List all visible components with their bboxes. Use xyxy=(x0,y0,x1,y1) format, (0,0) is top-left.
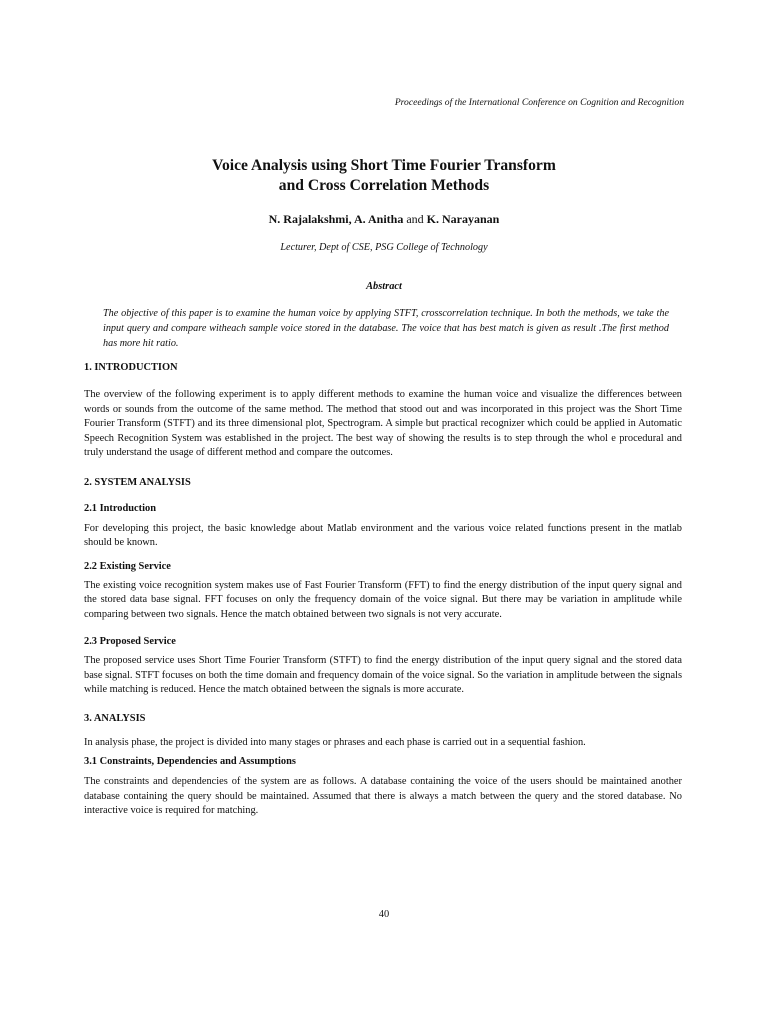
section-heading-introduction: 1. INTRODUCTION xyxy=(84,362,178,373)
subsection-heading-2-1: 2.1 Introduction xyxy=(84,502,156,514)
section-heading-system-analysis: 2. SYSTEM ANALYSIS xyxy=(84,476,191,488)
author-3: K. Narayanan xyxy=(426,212,500,226)
subsection-heading-2-3: 2.3 Proposed Service xyxy=(84,636,176,647)
abstract-text: The objective of this paper is to examine the human voice by applying STFT, crosscorrelation technique. In both the methods, we take the input query and compare witheach sample voice stored in the database. The voice that has best match is given as result .The first method has more hit ratio. xyxy=(103,308,669,349)
author-1: N. Rajalakshmi xyxy=(268,212,349,226)
author-2: A. Anitha xyxy=(353,212,404,226)
subsection-heading-2-2: 2.2 Existing Service xyxy=(84,560,171,572)
abstract-heading: Abstract xyxy=(366,281,402,292)
paper-title-line-1: Voice Analysis using Short Time Fourier Transform xyxy=(212,157,556,174)
analysis-text: In analysis phase, the project is divided into many stages or phrases and each phase is carried out in a sequential fashion. xyxy=(84,736,586,748)
introduction-text: The overview of the following experiment is to apply different methods to examine the human voice and visualize the differences between words or sounds from the outcome of the same method. The method that stood out and was incorporated in this project was the Short Time Fourier Transform (STFT) and its three dimensional plot, Spectrogram. A simple but practical recognizer which could be applied in Automatic Speech Recognition System was established in the project. The best way of showing the results is to step through the whol e procedural and truly understand the usage of different method and compare the outcomes. xyxy=(84,389,682,458)
affiliation: Lecturer, Dept of CSE, PSG College of Technology xyxy=(280,242,488,253)
running-header: Proceedings of the International Conference on Cognition and Recognition xyxy=(394,97,684,108)
page-number: 40 xyxy=(378,909,390,920)
section-heading-analysis: 3. ANALYSIS xyxy=(84,712,146,724)
body-content xyxy=(84,360,682,819)
subsection-text-2-1: For developing this project, the basic knowledge about Matlab environment and the various voice related functions present in the matlab should be known. xyxy=(84,522,682,548)
author-conjunction: and xyxy=(406,212,424,226)
subsection-text-3-1: The constraints and dependencies of the system are as follows. A database containing the voice of the users should be maintained another database containing the query should be maintained. Assumed that there is always a match between the query and the stored database. No interactive voice is required for matching. xyxy=(84,776,682,816)
subsection-heading-3-1: 3.1 Constraints, Dependencies and Assumptions xyxy=(84,756,296,767)
subsection-text-2-2: The existing voice recognition system makes use of Fast Fourier Transform (FFT) to find the energy distribution of the input query signal and the stored data base signal. FFT focuses on only the frequency domain of the voice signal. But there may be variation in amplitude while comparing between two signals. Hence the match obtained between two signals is not very accurate. xyxy=(84,579,682,620)
subsection-text-2-3: The proposed service uses Short Time Fourier Transform (STFT) to find the energy distribution of the input query signal and the stored data base signal. STFT focuses on both the time domain and frequency domain of the voice signal. So the variation in amplitude between the signals while matching is reduced. Hence the match obtained between the signals is more accurate. xyxy=(84,655,682,695)
paper-title-line-2: and Cross Correlation Methods xyxy=(278,177,490,194)
author-list: N. Rajalakshmi, A. Anitha and K. Narayanan xyxy=(268,212,500,226)
paper-title xyxy=(0,156,768,196)
